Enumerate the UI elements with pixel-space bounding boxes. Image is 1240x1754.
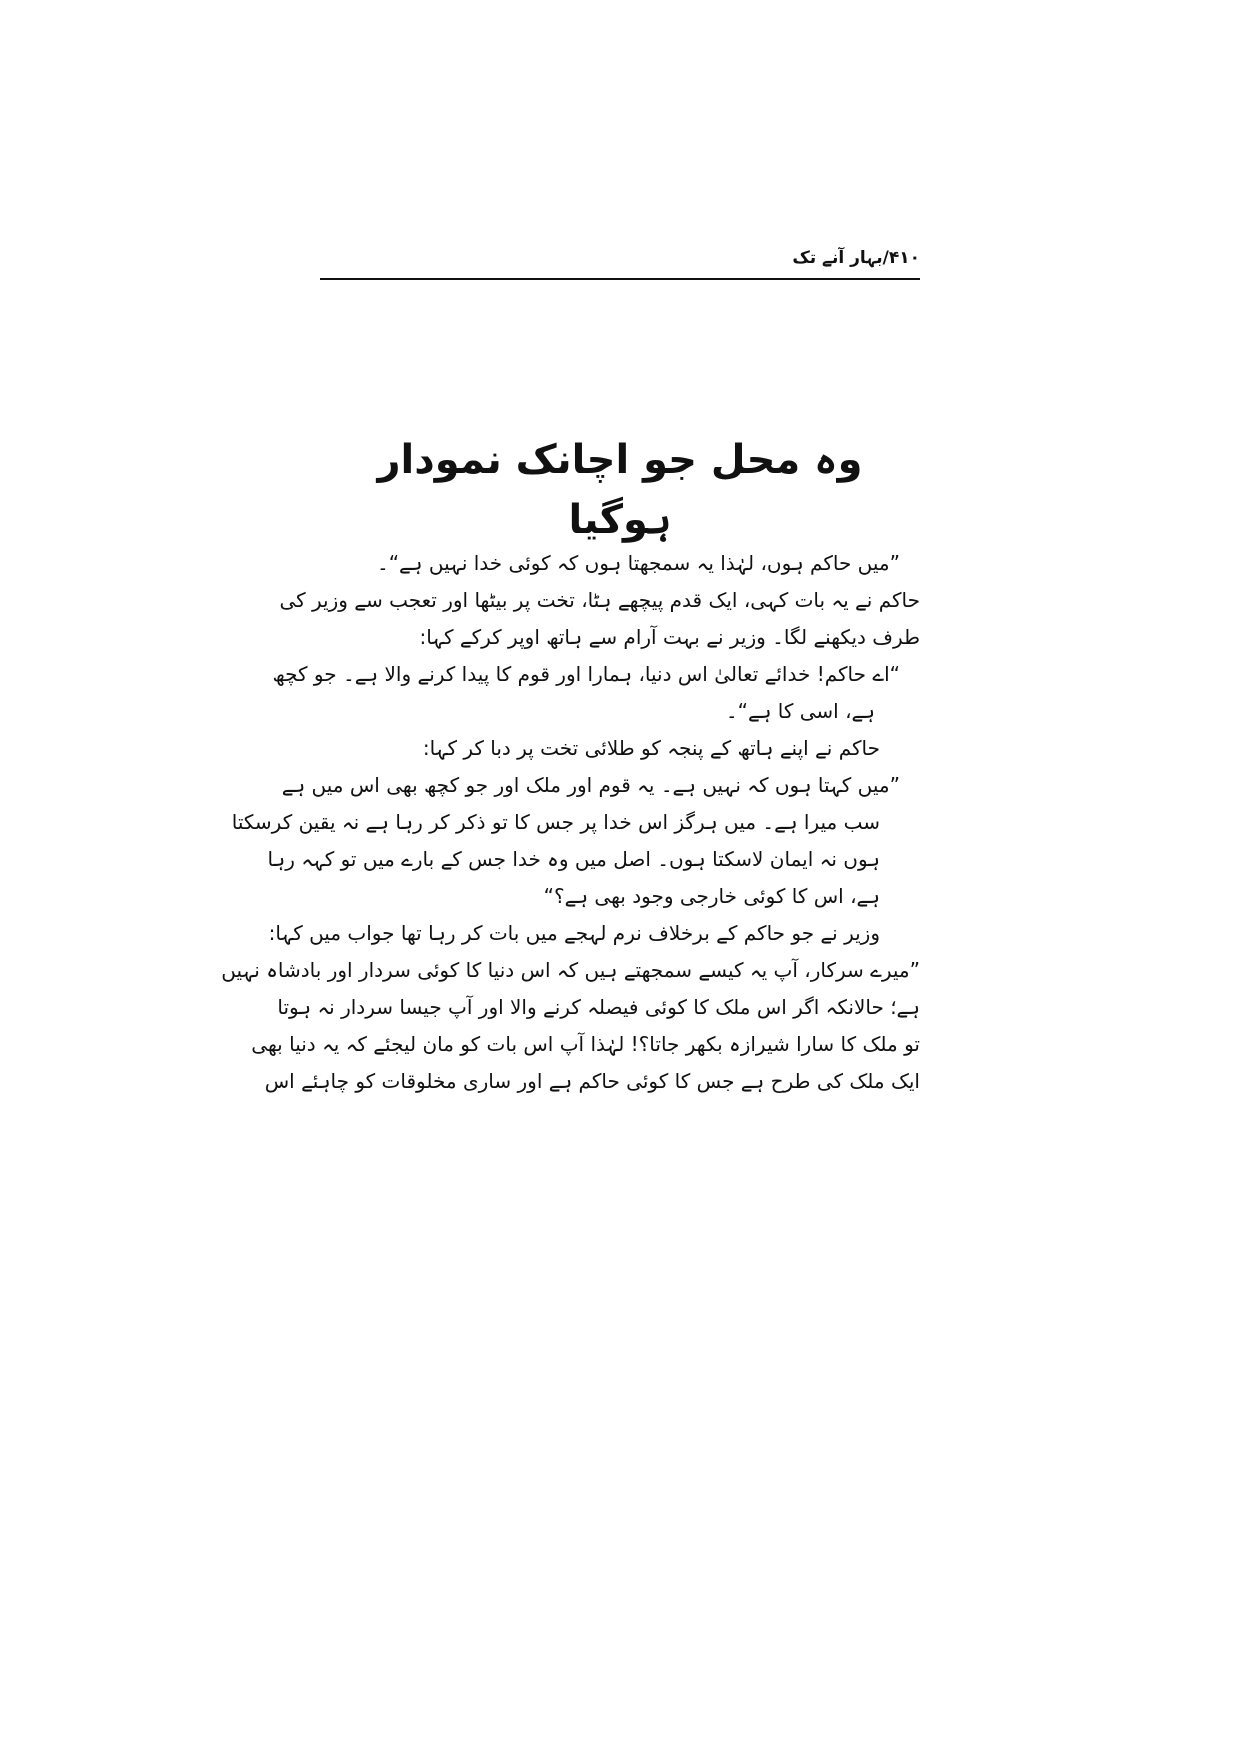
text-line: طرف دیکھنے لگا۔ وزیر نے بہت آرام سے ہاتھ اوپر کرکے کہا:: [419, 625, 920, 649]
text-line: ”میرے سرکار، آپ یہ کیسے سمجھتے ہیں کہ اس دنیا کا کوئی سردار اور بادشاہ نہیں: [221, 958, 920, 982]
text-line: ہے، اس کا کوئی خارجی وجود بھی ہے؟“: [543, 884, 880, 908]
text-line: ”میں حاکم ہوں، لہٰذا یہ سمجھتا ہوں کہ کوئی خدا نہیں ہے“۔: [376, 551, 900, 575]
text-line: وزیر نے جو حاکم کے برخلاف نرم لہجے میں بات کر رہا تھا جواب میں کہا:: [268, 921, 880, 945]
text-line: ”میں کہتا ہوں کہ نہیں ہے۔ یہ قوم اور ملک اور جو کچھ بھی اس میں ہے: [281, 773, 900, 797]
text-line: حاکم نے اپنے ہاتھ کے پنجہ کو طلائی تخت پر دبا کر کہا:: [422, 736, 880, 760]
text-line: ہے؛ حالانکہ اگر اس ملک کا کوئی فیصلہ کرنے والا اور آپ جیسا سردار نہ ہوتا: [277, 995, 920, 1019]
text-line: ایک ملک کی طرح ہے جس کا کوئی حاکم ہے اور ساری مخلوقات کو چاہئے اس: [264, 1069, 920, 1093]
text-line: ہوں نہ ایمان لاسکتا ہوں۔ اصل میں وہ خدا جس کے بارے میں تو کہہ رہا: [267, 847, 880, 871]
text-line: “اے حاکم! خدائے تعالیٰ اس دنیا، ہمارا اور قوم کا پیدا کرنے والا ہے۔ جو کچھ: [272, 662, 900, 686]
chapter-title: وہ محل جو اچانک نمودار ہوگیا: [377, 437, 863, 543]
text-line: حاکم نے یہ بات کہی، ایک قدم پیچھے ہٹا، تخت پر بیٹھا اور تعجب سے وزیر کی: [279, 588, 920, 612]
body-text: [221, 545, 920, 1100]
header-rule: [320, 278, 920, 280]
text-line: ہے، اسی کا ہے“۔: [725, 699, 875, 723]
text-line: تو ملک کا سارا شیرازہ بکھر جاتا؟! لہٰذا آپ اس بات کو مان لیجئے کہ یہ دنیا بھی: [251, 1032, 920, 1056]
running-header: ۴۱۰/بہار آنے تک: [792, 248, 920, 268]
text-line: سب میرا ہے۔ میں ہرگز اس خدا پر جس کا تو ذکر کر رہا ہے نہ یقین کرسکتا: [231, 810, 880, 834]
